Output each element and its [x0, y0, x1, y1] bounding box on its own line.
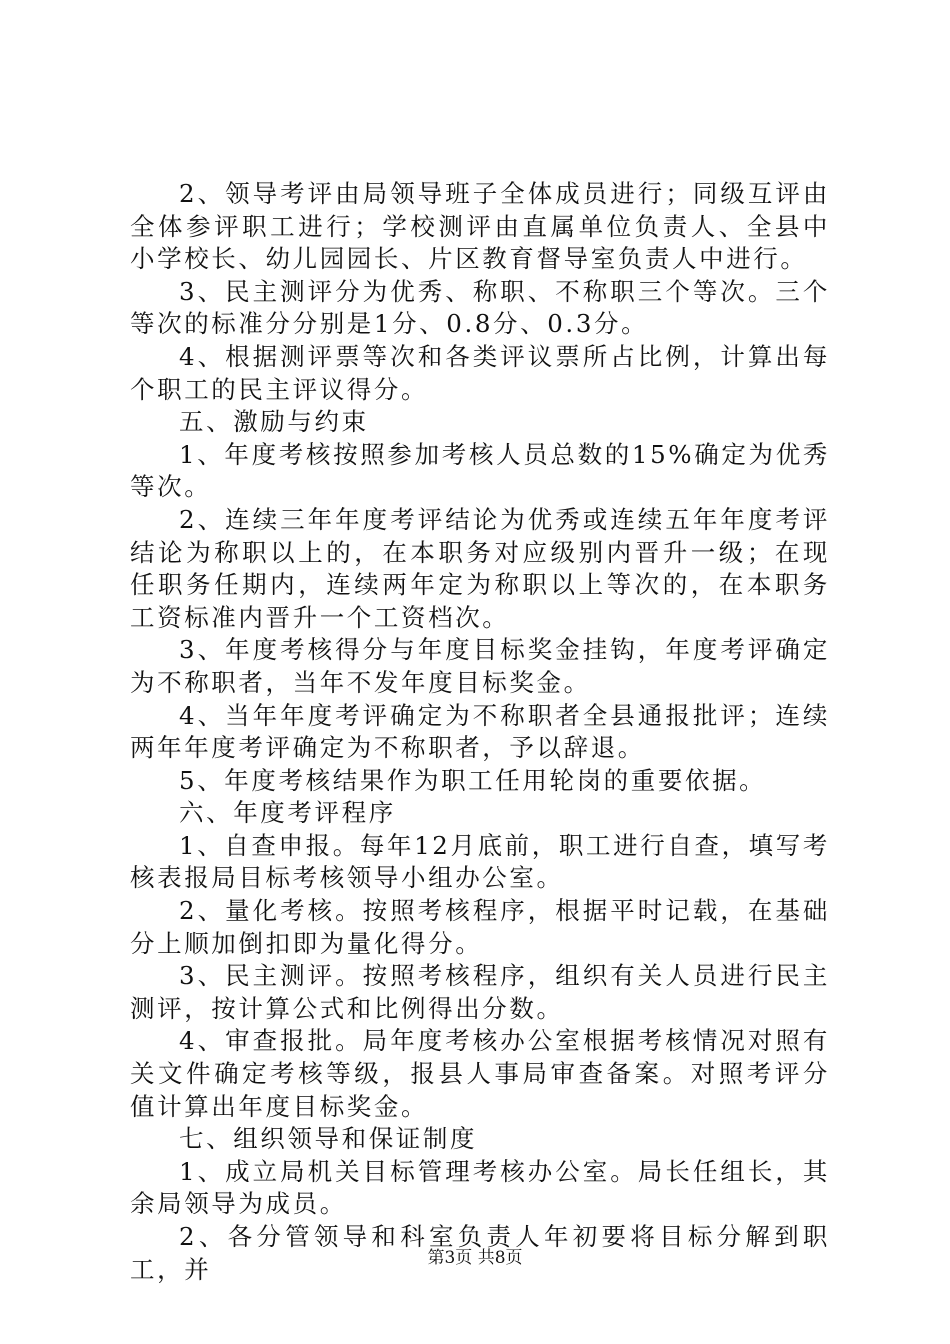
paragraph: 3、年度考核得分与年度目标奖金挂钩，年度考评确定为不称职者，当年不发年度目标奖金。 [130, 635, 830, 697]
paragraph: 2、各分管领导和科室负责人年初要将目标分解到职工，并 [130, 1222, 830, 1284]
paragraph: 3、民主测评。按照考核程序，组织有关人员进行民主测评，按计算公式和比例得出分数。 [130, 961, 830, 1023]
document-body [130, 178, 830, 1286]
paragraph: 3、民主测评分为优秀、称职、不称职三个等次。三个等次的标准分分别是1分、0.8分、0.3分。 [130, 276, 830, 339]
paragraph: 1、成立局机关目标管理考核办公室。局长任组长，其余局领导为成员。 [130, 1156, 830, 1219]
paragraph: 4、当年年度考评确定为不称职者全县通报批评；连续两年年度考评确定为不称职者，予以辞退。 [130, 700, 830, 763]
paragraph: 2、量化考核。按照考核程序，根据平时记载，在基础分上顺加倒扣即为量化得分。 [130, 896, 830, 958]
paragraph: 2、连续三年年度考评结论为优秀或连续五年年度考评结论为称职以上的，在本职务对应级别内晋升一级；在现任职务任期内，连续两年定为称职以上等次的，在本职务工资标准内晋升一个工资档次。 [130, 504, 830, 632]
section-heading: 六、年度考评程序 [179, 798, 396, 828]
paragraph: 4、审查报批。局年度考核办公室根据考核情况对照有关文件确定考核等级，报县人事局审查备案。对照考评分值计算出年度目标奖金。 [130, 1026, 830, 1121]
section-heading: 五、激励与约束 [179, 407, 369, 437]
section-heading: 七、组织领导和保证制度 [179, 1124, 478, 1154]
paragraph: 1、年度考核按照参加考核人员总数的15%确定为优秀等次。 [130, 439, 830, 502]
paragraph: 5、年度考核结果作为职工任用轮岗的重要依据。 [179, 765, 767, 795]
paragraph: 4、根据测评票等次和各类评议票所占比例，计算出每个职工的民主评议得分。 [130, 341, 830, 404]
paragraph: 1、自查申报。每年12月底前，职工进行自查，填写考核表报局目标考核领导小组办公室。 [130, 830, 830, 893]
paragraph: 2、领导考评由局领导班子全体成员进行；同级互评由全体参评职工进行；学校测评由直属单位负责人、全县中小学校长、幼儿园园长、片区教育督导室负责人中进行。 [130, 179, 830, 274]
page-footer: 第3页 共8页 [427, 1248, 523, 1268]
